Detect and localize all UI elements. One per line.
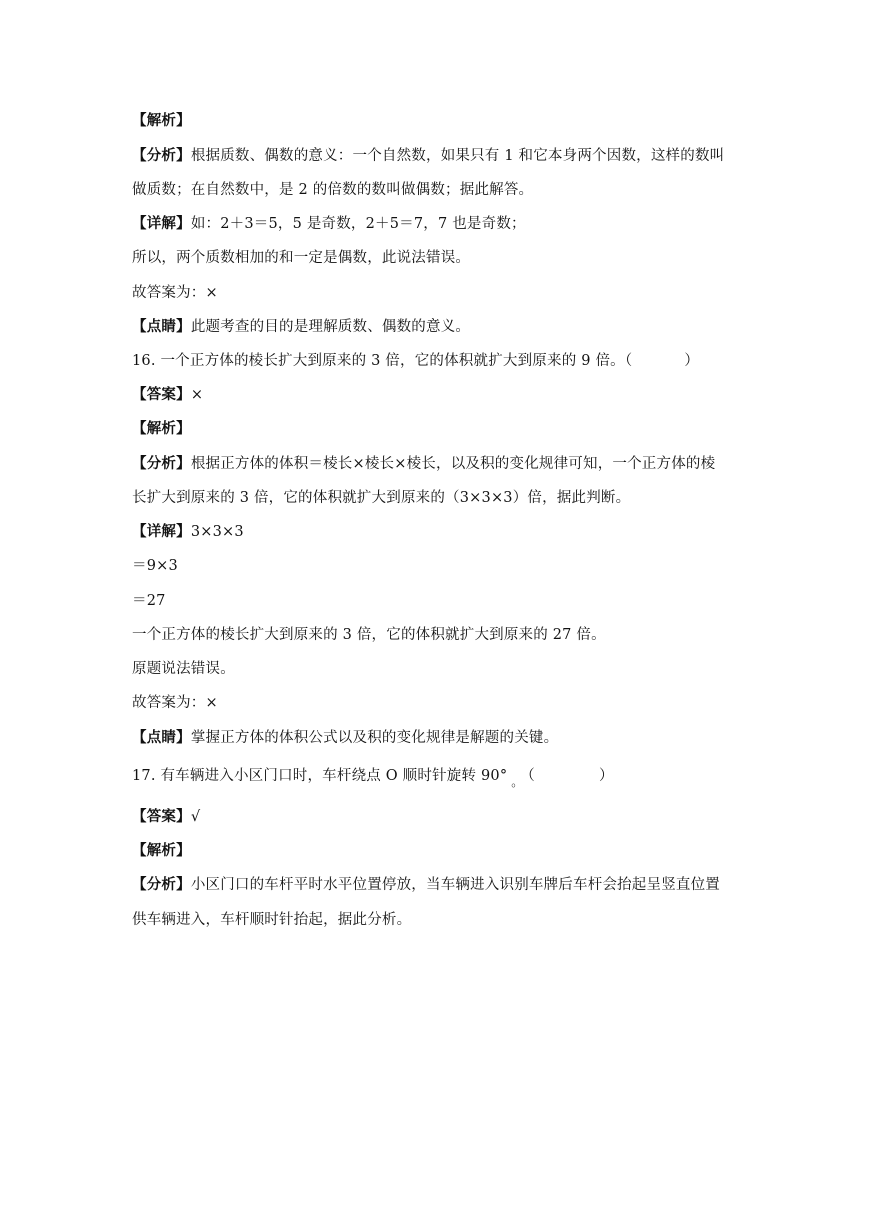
detail-conclusion: 所以，两个质数相加的和一定是偶数，此说法错误。 <box>132 250 471 266</box>
question-17: 17. 有车辆进入小区门口时，车杆绕点 O 顺时针旋转 90° $_。$ （ ） <box>132 768 614 789</box>
q17-analysis-heading: 【解析】 <box>132 842 191 859</box>
q17-answer: 【答案】√ <box>132 808 201 825</box>
q16-analysis-paragraph: 【分析】根据正方体的体积＝棱长×棱长×棱长，以及积的变化规律可知，一个正方体的棱 <box>132 455 716 472</box>
analysis-paragraph: 【分析】根据质数、偶数的意义：一个自然数，如果只有 1 和它本身两个因数，这样的数叫 <box>132 147 725 164</box>
q16-final-answer: 故答案为：× <box>132 695 218 711</box>
q16-conclusion: 一个正方体的棱长扩大到原来的 3 倍，它的体积就扩大到原来的 27 倍。 <box>132 627 606 643</box>
analysis-paragraph-cont: 做质数；在自然数中，是 2 的倍数的数叫做偶数；据此解答。 <box>132 182 534 198</box>
q16-detail: 【详解】3×3×3 <box>132 523 244 540</box>
comment-paragraph: 【点睛】此题考查的目的是理解质数、偶数的意义。 <box>132 318 471 335</box>
q17-analysis-paragraph: 【分析】小区门口的车杆平时水平位置停放，当车辆进入识别车牌后车杆会抬起呈竖直位置 <box>132 876 721 893</box>
q16-analysis-paragraph-cont: 长扩大到原来的 3 倍，它的体积就扩大到原来的（3×3×3）倍，据此判断。 <box>132 490 631 506</box>
answer-line: 故答案为：× <box>132 285 218 301</box>
q16-analysis-heading: 【解析】 <box>132 420 191 437</box>
q16-comment: 【点睛】掌握正方体的体积公式以及积的变化规律是解题的关键。 <box>132 729 559 746</box>
detail-paragraph: 【详解】如：2＋3＝5，5 是奇数，2＋5＝7，7 也是奇数； <box>132 215 526 232</box>
q17-analysis-paragraph-cont: 供车辆进入，车杆顺时针抬起，据此分析。 <box>132 912 412 928</box>
q16-step-2: ＝9×3 <box>132 558 178 574</box>
q16-answer: 【答案】× <box>132 386 204 403</box>
analysis-heading: 【解析】 <box>132 112 191 129</box>
question-16: 16. 一个正方体的棱长扩大到原来的 3 倍，它的体积就扩大到原来的 9 倍。（ ） <box>132 353 700 369</box>
q16-wrong: 原题说法错误。 <box>132 661 235 677</box>
q16-step-3: ＝27 <box>132 593 166 609</box>
